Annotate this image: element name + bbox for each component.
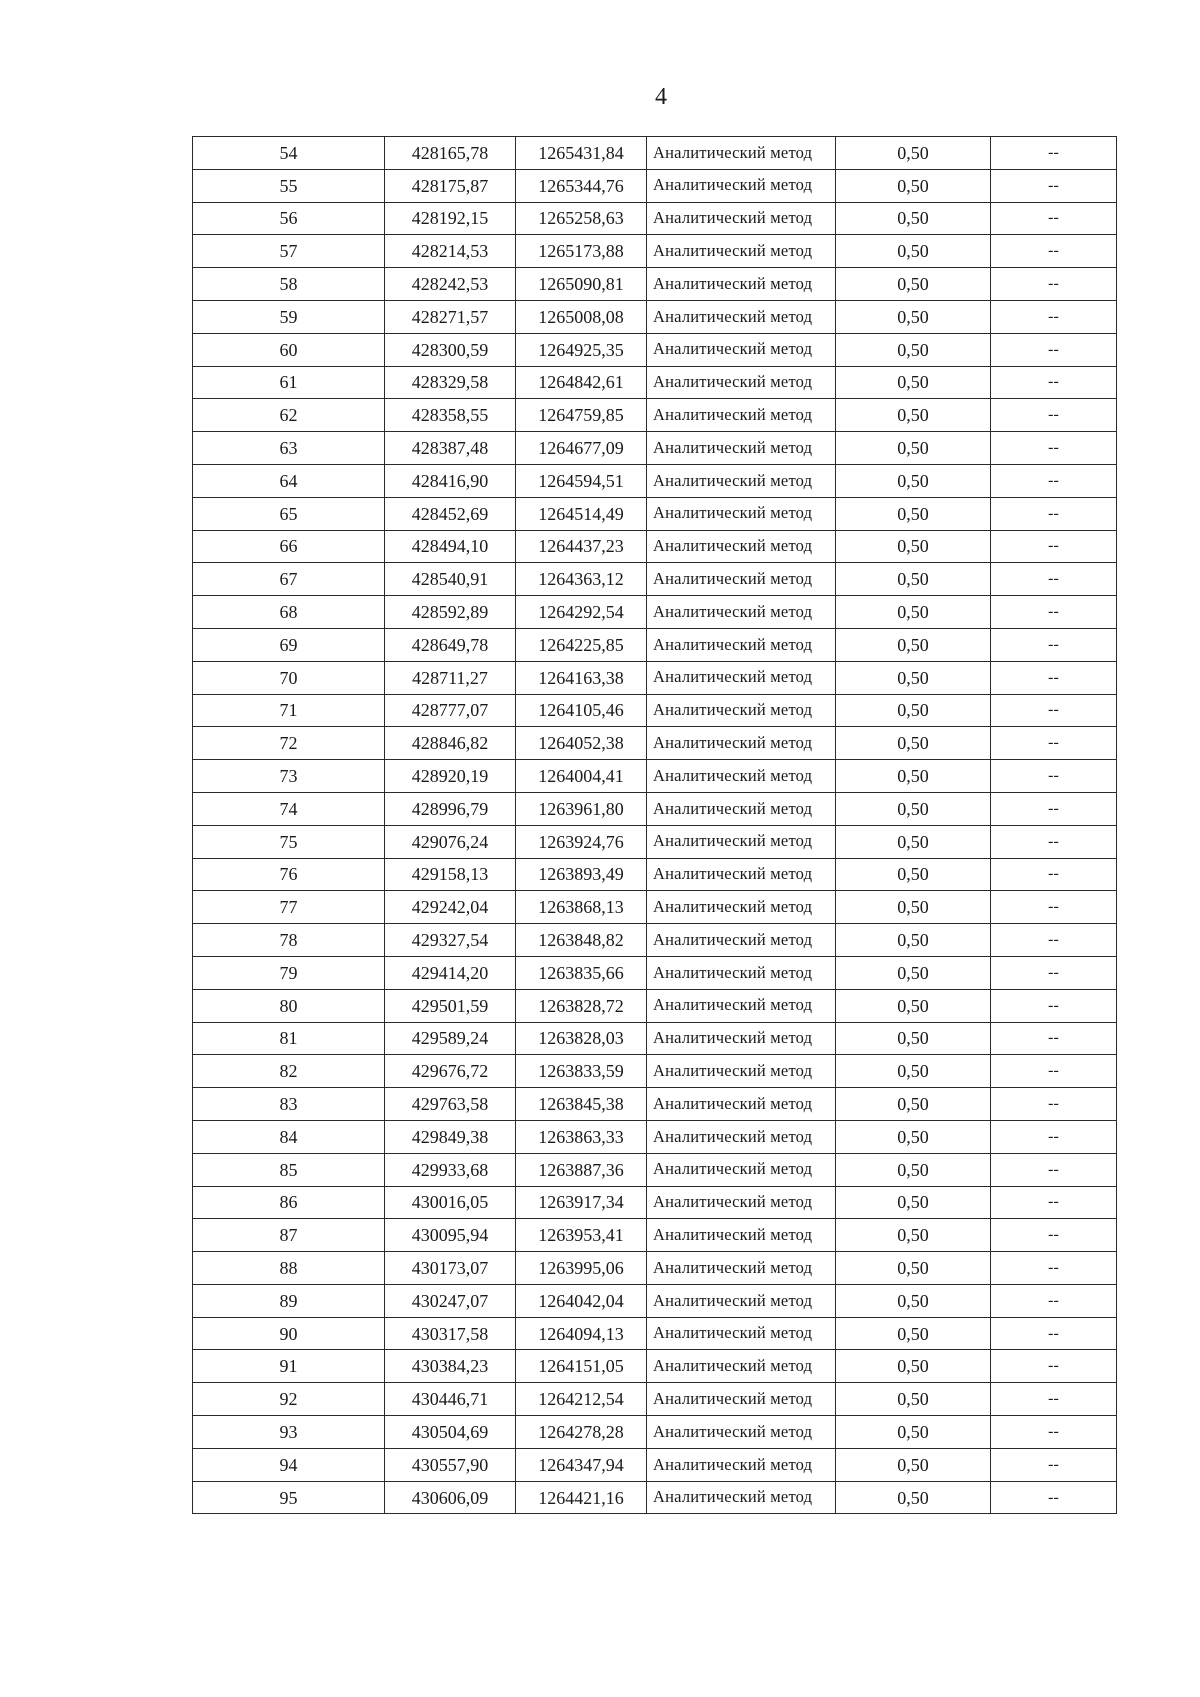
point-number-cell: 84 [193, 1120, 385, 1153]
note-cell: -- [991, 333, 1117, 366]
y-coordinate-cell: 1264759,85 [516, 399, 647, 432]
y-coordinate-cell: 1264842,61 [516, 366, 647, 399]
point-number-cell: 74 [193, 792, 385, 825]
note-cell: -- [991, 1350, 1117, 1383]
y-coordinate-cell: 1264437,23 [516, 530, 647, 563]
method-cell: Аналитический метод [647, 563, 836, 596]
x-coordinate-cell: 428592,89 [385, 596, 516, 629]
note-cell: -- [991, 825, 1117, 858]
note-cell: -- [991, 727, 1117, 760]
point-number-cell: 55 [193, 169, 385, 202]
method-cell: Аналитический метод [647, 1186, 836, 1219]
point-number-cell: 90 [193, 1317, 385, 1350]
accuracy-cell: 0,50 [836, 300, 991, 333]
note-cell: -- [991, 300, 1117, 333]
accuracy-cell: 0,50 [836, 956, 991, 989]
method-cell: Аналитический метод [647, 792, 836, 825]
method-cell: Аналитический метод [647, 628, 836, 661]
table-row [193, 563, 1117, 596]
accuracy-cell: 0,50 [836, 1055, 991, 1088]
table-row [193, 1219, 1117, 1252]
y-coordinate-cell: 1264278,28 [516, 1416, 647, 1449]
x-coordinate-cell: 430095,94 [385, 1219, 516, 1252]
point-number-cell: 70 [193, 661, 385, 694]
note-cell: -- [991, 628, 1117, 661]
note-cell: -- [991, 563, 1117, 596]
method-cell: Аналитический метод [647, 333, 836, 366]
table-row [193, 661, 1117, 694]
coordinates-table-body [193, 137, 1117, 1514]
method-cell: Аналитический метод [647, 1120, 836, 1153]
note-cell: -- [991, 464, 1117, 497]
table-row [193, 399, 1117, 432]
method-cell: Аналитический метод [647, 399, 836, 432]
note-cell: -- [991, 989, 1117, 1022]
note-cell: -- [991, 858, 1117, 891]
table-row [193, 268, 1117, 301]
point-number-cell: 85 [193, 1153, 385, 1186]
method-cell: Аналитический метод [647, 924, 836, 957]
table-row [193, 169, 1117, 202]
accuracy-cell: 0,50 [836, 366, 991, 399]
point-number-cell: 79 [193, 956, 385, 989]
accuracy-cell: 0,50 [836, 1252, 991, 1285]
note-cell: -- [991, 792, 1117, 825]
y-coordinate-cell: 1264042,04 [516, 1284, 647, 1317]
y-coordinate-cell: 1264163,38 [516, 661, 647, 694]
method-cell: Аналитический метод [647, 891, 836, 924]
method-cell: Аналитический метод [647, 530, 836, 563]
table-row [193, 858, 1117, 891]
y-coordinate-cell: 1263893,49 [516, 858, 647, 891]
accuracy-cell: 0,50 [836, 924, 991, 957]
accuracy-cell: 0,50 [836, 596, 991, 629]
table-row [193, 760, 1117, 793]
x-coordinate-cell: 430557,90 [385, 1448, 516, 1481]
method-cell: Аналитический метод [647, 497, 836, 530]
y-coordinate-cell: 1264212,54 [516, 1383, 647, 1416]
y-coordinate-cell: 1264925,35 [516, 333, 647, 366]
table-row [193, 1284, 1117, 1317]
y-coordinate-cell: 1263828,72 [516, 989, 647, 1022]
y-coordinate-cell: 1263833,59 [516, 1055, 647, 1088]
method-cell: Аналитический метод [647, 1219, 836, 1252]
point-number-cell: 86 [193, 1186, 385, 1219]
note-cell: -- [991, 1252, 1117, 1285]
point-number-cell: 59 [193, 300, 385, 333]
x-coordinate-cell: 428540,91 [385, 563, 516, 596]
x-coordinate-cell: 428329,58 [385, 366, 516, 399]
point-number-cell: 95 [193, 1481, 385, 1514]
x-coordinate-cell: 430504,69 [385, 1416, 516, 1449]
y-coordinate-cell: 1263917,34 [516, 1186, 647, 1219]
accuracy-cell: 0,50 [836, 825, 991, 858]
note-cell: -- [991, 924, 1117, 957]
y-coordinate-cell: 1264677,09 [516, 432, 647, 465]
coordinates-table [192, 136, 1117, 1514]
method-cell: Аналитический метод [647, 1416, 836, 1449]
accuracy-cell: 0,50 [836, 1416, 991, 1449]
method-cell: Аналитический метод [647, 825, 836, 858]
x-coordinate-cell: 428920,19 [385, 760, 516, 793]
point-number-cell: 65 [193, 497, 385, 530]
y-coordinate-cell: 1265344,76 [516, 169, 647, 202]
note-cell: -- [991, 661, 1117, 694]
accuracy-cell: 0,50 [836, 432, 991, 465]
table-row [193, 333, 1117, 366]
x-coordinate-cell: 428711,27 [385, 661, 516, 694]
y-coordinate-cell: 1265008,08 [516, 300, 647, 333]
point-number-cell: 63 [193, 432, 385, 465]
accuracy-cell: 0,50 [836, 694, 991, 727]
page-number: 4 [655, 84, 667, 110]
method-cell: Аналитический метод [647, 300, 836, 333]
x-coordinate-cell: 428846,82 [385, 727, 516, 760]
note-cell: -- [991, 1317, 1117, 1350]
method-cell: Аналитический метод [647, 694, 836, 727]
x-coordinate-cell: 428300,59 [385, 333, 516, 366]
point-number-cell: 92 [193, 1383, 385, 1416]
table-row [193, 825, 1117, 858]
method-cell: Аналитический метод [647, 1481, 836, 1514]
x-coordinate-cell: 428416,90 [385, 464, 516, 497]
point-number-cell: 71 [193, 694, 385, 727]
note-cell: -- [991, 497, 1117, 530]
table-row [193, 366, 1117, 399]
accuracy-cell: 0,50 [836, 1153, 991, 1186]
note-cell: -- [991, 432, 1117, 465]
table-row [193, 1022, 1117, 1055]
point-number-cell: 60 [193, 333, 385, 366]
method-cell: Аналитический метод [647, 727, 836, 760]
x-coordinate-cell: 430317,58 [385, 1317, 516, 1350]
point-number-cell: 69 [193, 628, 385, 661]
note-cell: -- [991, 1120, 1117, 1153]
note-cell: -- [991, 1383, 1117, 1416]
accuracy-cell: 0,50 [836, 858, 991, 891]
x-coordinate-cell: 430173,07 [385, 1252, 516, 1285]
note-cell: -- [991, 366, 1117, 399]
table-row [193, 989, 1117, 1022]
x-coordinate-cell: 428649,78 [385, 628, 516, 661]
point-number-cell: 89 [193, 1284, 385, 1317]
y-coordinate-cell: 1264052,38 [516, 727, 647, 760]
note-cell: -- [991, 268, 1117, 301]
table-row [193, 1317, 1117, 1350]
table-row [193, 1383, 1117, 1416]
method-cell: Аналитический метод [647, 235, 836, 268]
point-number-cell: 78 [193, 924, 385, 957]
point-number-cell: 75 [193, 825, 385, 858]
y-coordinate-cell: 1263848,82 [516, 924, 647, 957]
point-number-cell: 54 [193, 137, 385, 170]
point-number-cell: 81 [193, 1022, 385, 1055]
point-number-cell: 72 [193, 727, 385, 760]
accuracy-cell: 0,50 [836, 1350, 991, 1383]
y-coordinate-cell: 1264421,16 [516, 1481, 647, 1514]
point-number-cell: 67 [193, 563, 385, 596]
x-coordinate-cell: 429676,72 [385, 1055, 516, 1088]
y-coordinate-cell: 1263995,06 [516, 1252, 647, 1285]
x-coordinate-cell: 428387,48 [385, 432, 516, 465]
accuracy-cell: 0,50 [836, 1120, 991, 1153]
x-coordinate-cell: 429076,24 [385, 825, 516, 858]
accuracy-cell: 0,50 [836, 202, 991, 235]
table-row [193, 891, 1117, 924]
accuracy-cell: 0,50 [836, 1481, 991, 1514]
method-cell: Аналитический метод [647, 1088, 836, 1121]
accuracy-cell: 0,50 [836, 727, 991, 760]
method-cell: Аналитический метод [647, 858, 836, 891]
accuracy-cell: 0,50 [836, 1317, 991, 1350]
y-coordinate-cell: 1263953,41 [516, 1219, 647, 1252]
table-row [193, 792, 1117, 825]
x-coordinate-cell: 429414,20 [385, 956, 516, 989]
point-number-cell: 77 [193, 891, 385, 924]
table-row [193, 727, 1117, 760]
table-row [193, 1120, 1117, 1153]
note-cell: -- [991, 1284, 1117, 1317]
table-row [193, 235, 1117, 268]
x-coordinate-cell: 429158,13 [385, 858, 516, 891]
method-cell: Аналитический метод [647, 268, 836, 301]
y-coordinate-cell: 1265258,63 [516, 202, 647, 235]
note-cell: -- [991, 1186, 1117, 1219]
point-number-cell: 57 [193, 235, 385, 268]
x-coordinate-cell: 429242,04 [385, 891, 516, 924]
method-cell: Аналитический метод [647, 1252, 836, 1285]
x-coordinate-cell: 430247,07 [385, 1284, 516, 1317]
note-cell: -- [991, 530, 1117, 563]
x-coordinate-cell: 428996,79 [385, 792, 516, 825]
accuracy-cell: 0,50 [836, 1284, 991, 1317]
method-cell: Аналитический метод [647, 464, 836, 497]
x-coordinate-cell: 430384,23 [385, 1350, 516, 1383]
table-row [193, 956, 1117, 989]
x-coordinate-cell: 428214,53 [385, 235, 516, 268]
accuracy-cell: 0,50 [836, 760, 991, 793]
method-cell: Аналитический метод [647, 1022, 836, 1055]
note-cell: -- [991, 235, 1117, 268]
accuracy-cell: 0,50 [836, 1088, 991, 1121]
note-cell: -- [991, 1219, 1117, 1252]
y-coordinate-cell: 1264225,85 [516, 628, 647, 661]
point-number-cell: 87 [193, 1219, 385, 1252]
accuracy-cell: 0,50 [836, 464, 991, 497]
table-row [193, 1153, 1117, 1186]
y-coordinate-cell: 1263863,33 [516, 1120, 647, 1153]
x-coordinate-cell: 429849,38 [385, 1120, 516, 1153]
accuracy-cell: 0,50 [836, 563, 991, 596]
point-number-cell: 82 [193, 1055, 385, 1088]
accuracy-cell: 0,50 [836, 268, 991, 301]
accuracy-cell: 0,50 [836, 628, 991, 661]
table-row [193, 432, 1117, 465]
accuracy-cell: 0,50 [836, 530, 991, 563]
note-cell: -- [991, 596, 1117, 629]
table-row [193, 1055, 1117, 1088]
method-cell: Аналитический метод [647, 1055, 836, 1088]
note-cell: -- [991, 760, 1117, 793]
point-number-cell: 68 [193, 596, 385, 629]
y-coordinate-cell: 1265173,88 [516, 235, 647, 268]
point-number-cell: 88 [193, 1252, 385, 1285]
table-row [193, 596, 1117, 629]
y-coordinate-cell: 1264347,94 [516, 1448, 647, 1481]
x-coordinate-cell: 430016,05 [385, 1186, 516, 1219]
method-cell: Аналитический метод [647, 169, 836, 202]
table-row [193, 530, 1117, 563]
point-number-cell: 91 [193, 1350, 385, 1383]
table-row [193, 1350, 1117, 1383]
method-cell: Аналитический метод [647, 989, 836, 1022]
point-number-cell: 64 [193, 464, 385, 497]
note-cell: -- [991, 202, 1117, 235]
method-cell: Аналитический метод [647, 956, 836, 989]
table-row [193, 497, 1117, 530]
table-row [193, 1186, 1117, 1219]
method-cell: Аналитический метод [647, 202, 836, 235]
table-row [193, 202, 1117, 235]
method-cell: Аналитический метод [647, 1153, 836, 1186]
y-coordinate-cell: 1263868,13 [516, 891, 647, 924]
accuracy-cell: 0,50 [836, 1448, 991, 1481]
accuracy-cell: 0,50 [836, 989, 991, 1022]
table-row [193, 1416, 1117, 1449]
method-cell: Аналитический метод [647, 366, 836, 399]
accuracy-cell: 0,50 [836, 399, 991, 432]
x-coordinate-cell: 429933,68 [385, 1153, 516, 1186]
y-coordinate-cell: 1265431,84 [516, 137, 647, 170]
method-cell: Аналитический метод [647, 1284, 836, 1317]
method-cell: Аналитический метод [647, 1350, 836, 1383]
accuracy-cell: 0,50 [836, 792, 991, 825]
note-cell: -- [991, 1416, 1117, 1449]
note-cell: -- [991, 1153, 1117, 1186]
table-row [193, 924, 1117, 957]
note-cell: -- [991, 891, 1117, 924]
y-coordinate-cell: 1264363,12 [516, 563, 647, 596]
note-cell: -- [991, 1055, 1117, 1088]
point-number-cell: 62 [193, 399, 385, 432]
x-coordinate-cell: 428165,78 [385, 137, 516, 170]
accuracy-cell: 0,50 [836, 1186, 991, 1219]
table-row [193, 1252, 1117, 1285]
x-coordinate-cell: 429327,54 [385, 924, 516, 957]
accuracy-cell: 0,50 [836, 661, 991, 694]
table-row [193, 300, 1117, 333]
accuracy-cell: 0,50 [836, 333, 991, 366]
note-cell: -- [991, 1448, 1117, 1481]
x-coordinate-cell: 430446,71 [385, 1383, 516, 1416]
table-row [193, 694, 1117, 727]
accuracy-cell: 0,50 [836, 1383, 991, 1416]
x-coordinate-cell: 428777,07 [385, 694, 516, 727]
accuracy-cell: 0,50 [836, 1022, 991, 1055]
point-number-cell: 56 [193, 202, 385, 235]
y-coordinate-cell: 1263887,36 [516, 1153, 647, 1186]
table-row [193, 464, 1117, 497]
point-number-cell: 61 [193, 366, 385, 399]
method-cell: Аналитический метод [647, 137, 836, 170]
point-number-cell: 94 [193, 1448, 385, 1481]
y-coordinate-cell: 1264292,54 [516, 596, 647, 629]
x-coordinate-cell: 428494,10 [385, 530, 516, 563]
x-coordinate-cell: 428242,53 [385, 268, 516, 301]
table-row [193, 628, 1117, 661]
note-cell: -- [991, 1088, 1117, 1121]
accuracy-cell: 0,50 [836, 1219, 991, 1252]
x-coordinate-cell: 428271,57 [385, 300, 516, 333]
y-coordinate-cell: 1263924,76 [516, 825, 647, 858]
note-cell: -- [991, 956, 1117, 989]
point-number-cell: 73 [193, 760, 385, 793]
method-cell: Аналитический метод [647, 760, 836, 793]
x-coordinate-cell: 429589,24 [385, 1022, 516, 1055]
x-coordinate-cell: 430606,09 [385, 1481, 516, 1514]
table-row [193, 1481, 1117, 1514]
note-cell: -- [991, 169, 1117, 202]
x-coordinate-cell: 428192,15 [385, 202, 516, 235]
accuracy-cell: 0,50 [836, 169, 991, 202]
point-number-cell: 76 [193, 858, 385, 891]
x-coordinate-cell: 428175,87 [385, 169, 516, 202]
accuracy-cell: 0,50 [836, 497, 991, 530]
y-coordinate-cell: 1263845,38 [516, 1088, 647, 1121]
x-coordinate-cell: 429763,58 [385, 1088, 516, 1121]
note-cell: -- [991, 1481, 1117, 1514]
method-cell: Аналитический метод [647, 1317, 836, 1350]
method-cell: Аналитический метод [647, 1448, 836, 1481]
y-coordinate-cell: 1264004,41 [516, 760, 647, 793]
x-coordinate-cell: 428452,69 [385, 497, 516, 530]
point-number-cell: 66 [193, 530, 385, 563]
y-coordinate-cell: 1264594,51 [516, 464, 647, 497]
y-coordinate-cell: 1264105,46 [516, 694, 647, 727]
x-coordinate-cell: 428358,55 [385, 399, 516, 432]
y-coordinate-cell: 1264514,49 [516, 497, 647, 530]
note-cell: -- [991, 1022, 1117, 1055]
method-cell: Аналитический метод [647, 596, 836, 629]
note-cell: -- [991, 137, 1117, 170]
accuracy-cell: 0,50 [836, 137, 991, 170]
point-number-cell: 58 [193, 268, 385, 301]
accuracy-cell: 0,50 [836, 891, 991, 924]
method-cell: Аналитический метод [647, 661, 836, 694]
accuracy-cell: 0,50 [836, 235, 991, 268]
y-coordinate-cell: 1264151,05 [516, 1350, 647, 1383]
table-row [193, 1448, 1117, 1481]
x-coordinate-cell: 429501,59 [385, 989, 516, 1022]
table-row [193, 137, 1117, 170]
y-coordinate-cell: 1263828,03 [516, 1022, 647, 1055]
point-number-cell: 80 [193, 989, 385, 1022]
method-cell: Аналитический метод [647, 432, 836, 465]
note-cell: -- [991, 694, 1117, 727]
y-coordinate-cell: 1264094,13 [516, 1317, 647, 1350]
point-number-cell: 93 [193, 1416, 385, 1449]
note-cell: -- [991, 399, 1117, 432]
y-coordinate-cell: 1263835,66 [516, 956, 647, 989]
table-row [193, 1088, 1117, 1121]
method-cell: Аналитический метод [647, 1383, 836, 1416]
y-coordinate-cell: 1265090,81 [516, 268, 647, 301]
y-coordinate-cell: 1263961,80 [516, 792, 647, 825]
point-number-cell: 83 [193, 1088, 385, 1121]
